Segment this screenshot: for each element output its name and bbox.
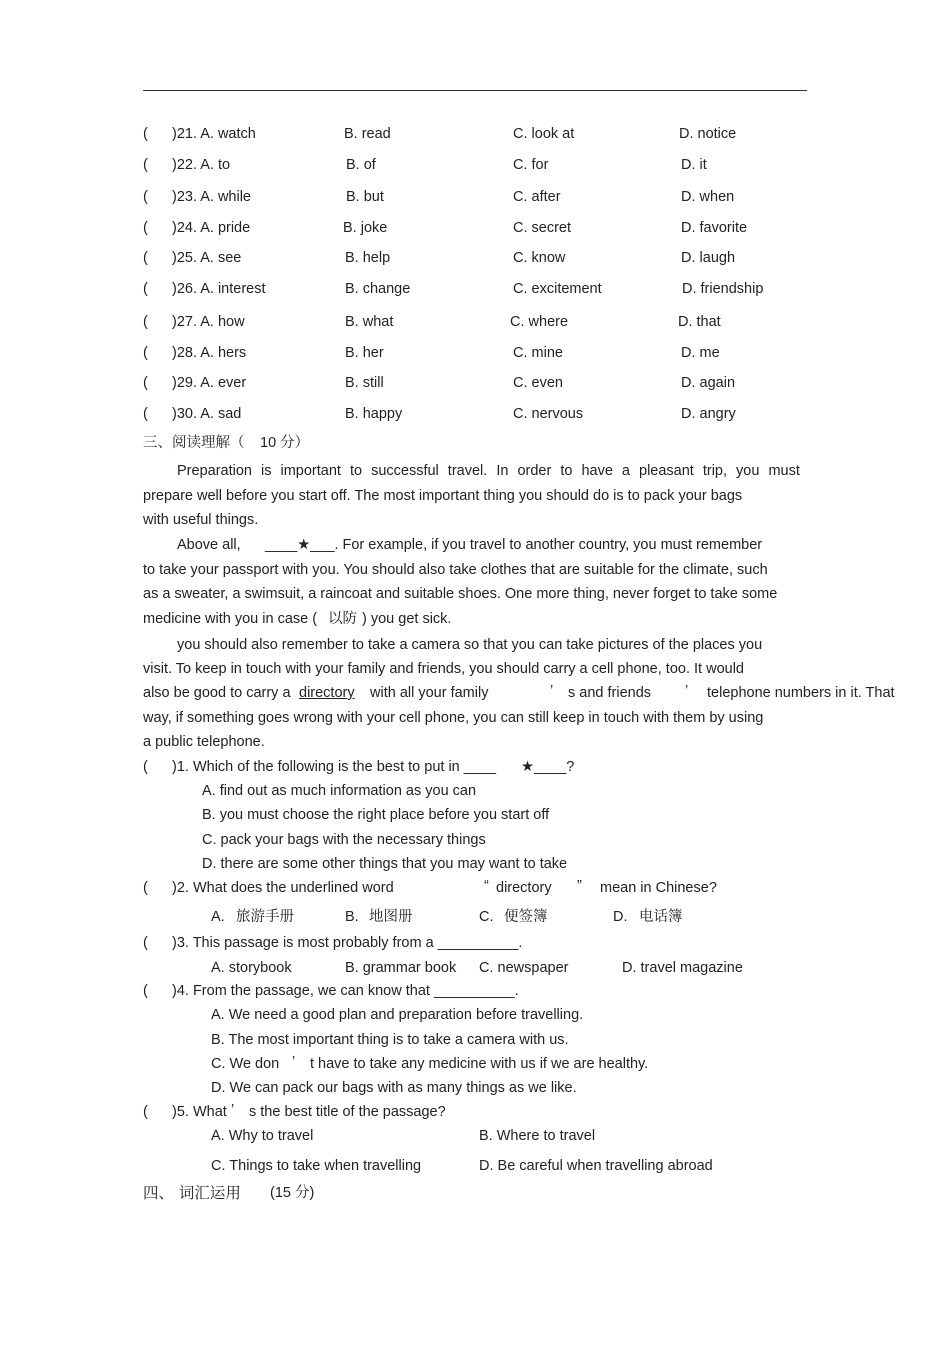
open-quote: “	[484, 878, 489, 894]
cloze-option-d: D. angry	[681, 406, 736, 422]
paren: (	[143, 406, 148, 422]
passage-line: you should also remember to take a camera so that you can take pictures of the places you	[177, 637, 763, 653]
paren: (	[143, 157, 148, 173]
answer-option: B. The most important thing is to take a camera with us.	[211, 1032, 569, 1048]
cloze-option-b: B. joke	[343, 220, 388, 236]
cloze-number-a: )22. A. to	[172, 157, 231, 173]
answer-option: D. travel magazine	[622, 960, 743, 976]
cloze-number-a: )25. A. see	[172, 250, 242, 266]
passage-text: with all your family	[370, 685, 489, 701]
cloze-number-a: )21. A. watch	[172, 126, 256, 142]
passage-text: medicine with you in case (	[143, 611, 318, 627]
answer-option: A. find out as much information as you can	[202, 783, 477, 799]
paren: (	[143, 983, 148, 999]
cloze-option-b: B. what	[345, 314, 394, 330]
section-title: 四、 词汇运用	[143, 1184, 241, 1202]
paren: (	[143, 189, 148, 205]
passage-line: visit. To keep in touch with your family and friends, you should carry a cell phone, too. It would	[143, 661, 744, 677]
cloze-option-b: B. still	[345, 375, 384, 391]
section-title: 三、阅读理解（	[143, 435, 245, 451]
cloze-option-d: D. notice	[679, 126, 737, 142]
cloze-option-c: C. know	[513, 250, 566, 266]
passage-line: way, if something goes wrong with your cell phone, you can still keep in touch with them by using	[143, 710, 764, 726]
passage-text: s and friends	[568, 685, 652, 701]
cloze-option-d: D. laugh	[681, 250, 736, 266]
cloze-option-d: D. friendship	[682, 281, 764, 297]
section-points: (15 分)	[270, 1185, 315, 1201]
paren: (	[143, 250, 148, 266]
quoted-word: directory	[496, 880, 552, 896]
answer-option: B. Where to travel	[479, 1128, 596, 1144]
cloze-option-c: C. nervous	[513, 406, 584, 422]
chinese-gloss: 以防	[328, 611, 357, 627]
question-stem: )4. From the passage, we can know that __________.	[172, 983, 519, 999]
option-letter: D.	[613, 909, 628, 925]
cloze-option-c: C. for	[513, 157, 549, 173]
question-stem: )3. This passage is most probably from a __________.	[172, 935, 523, 951]
cloze-option-c: C. look at	[513, 126, 575, 142]
answer-option: 电话簿	[639, 909, 683, 925]
answer-option: D. Be careful when travelling abroad	[479, 1158, 713, 1174]
cloze-option-d: D. again	[681, 375, 736, 391]
apostrophe: ’	[685, 683, 689, 699]
passage-line: prepare well before you start off. The most important thing you should do is to pack your bags	[143, 487, 743, 504]
answer-option: 地图册	[369, 909, 413, 925]
cloze-number-a: )30. A. sad	[172, 406, 242, 422]
paren: (	[143, 375, 148, 391]
passage-text: telephone numbers in it. That	[707, 685, 895, 701]
answer-option: D. We can pack our bags with as many things as we like.	[211, 1080, 577, 1096]
option-letter: B.	[345, 909, 359, 925]
passage-line: Preparation is important to successful travel. In order to have a pleasant trip, you must	[177, 463, 800, 479]
cloze-number-a: )28. A. hers	[172, 345, 247, 361]
apostrophe: ’	[231, 1102, 235, 1118]
passage-line: a public telephone.	[143, 734, 265, 750]
star-blank-sentence: ____★___. For example, if you travel to another country, you must remember	[265, 537, 763, 553]
answer-option: A. storybook	[211, 960, 292, 976]
paren: (	[143, 1104, 148, 1120]
cloze-option-b: B. her	[345, 345, 384, 361]
cloze-option-b: B. help	[345, 250, 391, 266]
close-quote: ”	[577, 878, 582, 894]
cloze-option-c: C. mine	[513, 345, 563, 361]
section-points: 10 分）	[260, 435, 310, 451]
answer-option: C. Things to take when travelling	[211, 1158, 422, 1174]
cloze-option-b: B. happy	[345, 406, 403, 422]
cloze-number-a: )26. A. interest	[172, 281, 266, 297]
paren: (	[143, 314, 148, 330]
paren: (	[143, 281, 148, 297]
answer-option: 旅游手册	[236, 909, 294, 925]
answer-option: D. there are some other things that you may want to take	[202, 856, 568, 872]
cloze-option-b: B. read	[344, 126, 391, 142]
cloze-option-b: B. of	[346, 157, 376, 173]
passage-line: as a sweater, a swimsuit, a raincoat and suitable shoes. One more thing, never forget to take some	[143, 586, 778, 602]
cloze-option-c: C. secret	[513, 220, 572, 236]
apostrophe: ’	[550, 683, 554, 699]
answer-option: B. you must choose the right place before you start off	[202, 807, 550, 823]
paren: (	[143, 126, 148, 142]
paragraph-1	[143, 459, 807, 533]
cloze-option-c: C. after	[513, 189, 561, 205]
answer-option: A. Why to travel	[211, 1128, 314, 1144]
passage-line: with useful things.	[143, 512, 259, 528]
cloze-option-b: B. change	[345, 281, 411, 297]
answer-option: C. pack your bags with the necessary things	[202, 832, 486, 848]
question-stem-tail: s the best title of the passage?	[249, 1104, 446, 1120]
question-stem: )2. What does the underlined word	[172, 880, 394, 896]
passage-text: also be good to carry a	[143, 685, 291, 701]
question-stem: )5. What	[172, 1104, 227, 1120]
answer-option: A. We need a good plan and preparation before travelling.	[211, 1007, 584, 1023]
cloze-number-a: )24. A. pride	[172, 220, 251, 236]
header-rule	[143, 90, 807, 91]
apostrophe: ’	[292, 1054, 296, 1070]
answer-option: B. grammar book	[345, 960, 457, 976]
cloze-option-d: D. me	[681, 345, 720, 361]
passage-line: to take your passport with you. You should also take clothes that are suitable for the climate, such	[143, 562, 768, 578]
answer-option: C. newspaper	[479, 960, 569, 976]
cloze-number-a: )29. A. ever	[172, 375, 247, 391]
cloze-option-c: C. where	[510, 314, 569, 330]
cloze-option-d: D. that	[678, 314, 721, 330]
paren: (	[143, 880, 148, 896]
question-stem: )1. Which of the following is the best to put in ____	[172, 759, 497, 775]
cloze-option-b: B. but	[346, 189, 384, 205]
paren: (	[143, 759, 148, 775]
answer-option: C. We don	[211, 1056, 280, 1072]
cloze-number-a: )23. A. while	[172, 189, 251, 205]
underlined-word: directory	[299, 685, 355, 701]
cloze-option-d: D. it	[681, 157, 707, 173]
paren: (	[143, 220, 148, 236]
option-letter: A.	[211, 909, 225, 925]
cloze-option-d: D. favorite	[681, 220, 748, 236]
paren: (	[143, 345, 148, 361]
answer-option-cont: t have to take any medicine with us if we are healthy.	[310, 1056, 649, 1072]
cloze-option-d: D. when	[681, 189, 735, 205]
passage-text: ) you get sick.	[362, 611, 452, 627]
answer-option: 便签簿	[504, 909, 548, 925]
cloze-option-c: C. even	[513, 375, 563, 391]
passage-text: Above all,	[177, 537, 241, 553]
question-stem-tail: mean in Chinese?	[600, 880, 717, 896]
star-blank: ★____?	[521, 759, 575, 775]
paren: (	[143, 935, 148, 951]
option-letter: C.	[479, 909, 494, 925]
cloze-number-a: )27. A. how	[172, 314, 245, 330]
cloze-option-c: C. excitement	[513, 281, 602, 297]
